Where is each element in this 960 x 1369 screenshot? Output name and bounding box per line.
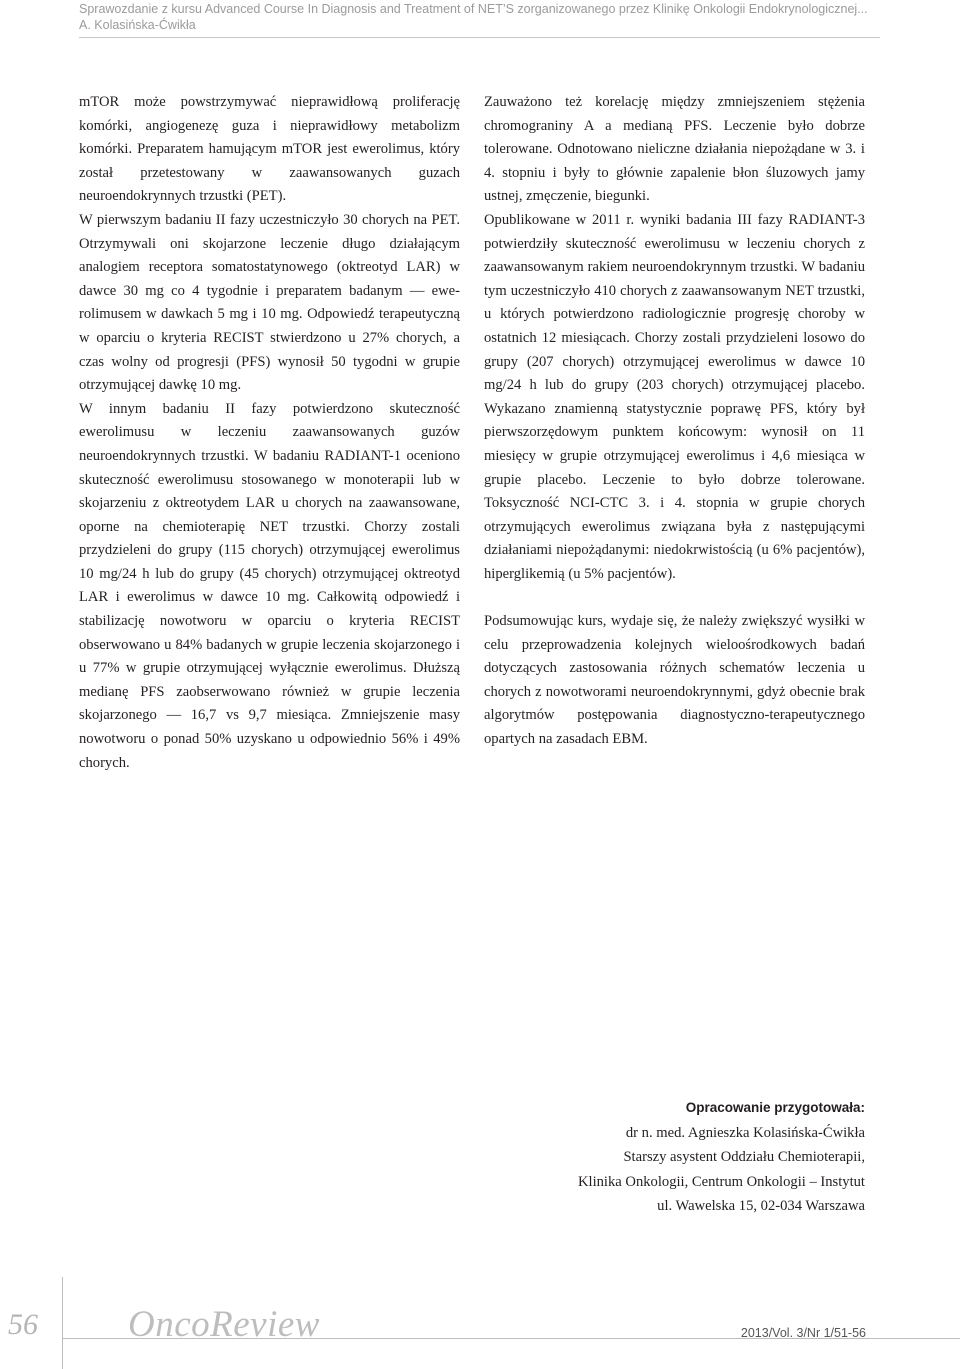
signature-position: Starszy asystent Oddziału Chemioterapii, <box>623 1149 865 1165</box>
page-number: 56 <box>8 1308 38 1341</box>
signature-name: dr n. med. Agnieszka Kolasińska-Ćwikła <box>625 1124 865 1141</box>
left-paragraph-1: mTOR może powstrzymywać nieprawidłową proliferację komórki, angiogenezę guza i nieprawidłowy metabolizm komórki. Preparatem hamującym mTOR jest ewerolimus, który został przetestowany w zaawansowanych guzach neuroendokrynnych trzustki (PET). <box>79 94 460 205</box>
right-paragraph-2: Opublikowane w 2011 r. wyniki badania III fazy RADIANT-3 potwierdziły skuteczność ewerolimusu w leczeniu chorych z zaawansowanym rakiem neuroendokrynnym trzustki. W badaniu tym uczestniczyło 410 chorych z zaawansowanym NET trzustki, u których potwierdzono radiologicznie progresję choroby w ostatnich 12 miesiącach. Chorzy zostali przydzieleni losowo do grupy (207 chorych) otrzymującej ewerolimus w dawce 10 mg/24 h lub do grupy (203 chorych) otrzymującej placebo. Wykazano znamienną statystycznie poprawę PFS, który był pierwszorzędowym punktem końcowym: wynosił on 11 miesięcy w grupie otrzymującej ewerolimus i 4,6 miesiąca w grupie placebo. Leczenie to było dobrze tolerowane. Toksyczność NCI-CTC 3. i 4. stopnia w grupie chorych otrzymujących ewerolimus związana była z następującymi działaniami niepożądanymi: niedokrwistością (u 6% pacjentów), hiperglikemią (u 5% pacjentów). <box>484 211 865 582</box>
footer-vertical-divider <box>62 1277 63 1369</box>
header-divider <box>79 37 880 38</box>
signature-address: ul. Wawelska 15, 02-034 Warszawa <box>657 1198 865 1214</box>
left-paragraph-3: W innym badaniu II fazy potwierdzono skuteczność ewerolimusu w leczeniu zaawansowanych guzów neuroendokrynnych trzustki. W badaniu RADIANT-1 oceniono skuteczność ewerolimusu stosowanego w monoterapii lub w skojarzeniu z oktreotydem LAR u chorych na zaawansowane, oporne na chemioterapię NET trzustki. Chorzy zostali przydzieleni do grupy (115 chorych) otrzymującej ewerolimus 10 mg/24 h lub do grupy (45 chorych) otrzymującej oktreotyd LAR i ewerolimus w dawce 10 mg. Całkowitą odpowiedź i stabilizację nowotworu w oparciu o kryteria RECIST obserwowano u 84% badanych w grupie leczenia skojarzonego i u 77% w grupie otrzymującej wyłącznie ewerolimus. Dłuższą medianę PFS zaobserwowano również w grupie leczenia skojarzonego — 16,7 vs 9,7 miesiąca. Zmniejszenie masy nowotworu o ponad 50% uzyskano u odpowiednio 56% i 49% chorych. <box>79 400 460 771</box>
right-column <box>484 91 865 752</box>
right-paragraph-3: Podsumowując kurs, wydaje się, że należy zwiększyć wysiłki w celu przeprowadzenia kolejnych wieloośrodkowych badań dotyczących zastosowania różnych schematów leczenia u chorych z nowotworami neuroendokrynnymi, gdyż obecnie brak algorytmów postępowania diagnostyczno-terapeutycznego opartych na zasadach EBM. <box>484 613 865 748</box>
header-author: A. Kolasińska-Ćwikła <box>79 17 196 32</box>
author-signature <box>540 1096 865 1219</box>
signature-institution: Klinika Onkologii, Centrum Onkologii – Instytut <box>577 1173 865 1190</box>
right-paragraph-1: Zauważono też korelację między zmniejszeniem stężenia chromograniny A a medianą PFS. Leczenie było dobrze tolerowane. Odnotowano nieliczne działania niepożądane w 3. i 4. stopniu i były to głównie zapalenie błon śluzowych jamy ustnej, zmęczenie, biegunki. <box>484 94 865 205</box>
header-title: Sprawozdanie z kursu Advanced Course In Diagnosis and Treatment of NET’S zorganizowanego przez Klinikę Onkologii Endokrynologicznej... <box>79 2 868 16</box>
running-header <box>79 2 879 33</box>
signature-title: Opracowanie przygotowała: <box>685 1100 865 1115</box>
journal-logo: OncoReview <box>128 1304 320 1345</box>
issue-info: 2013/Vol. 3/Nr 1/51-56 <box>740 1326 866 1340</box>
left-column <box>79 91 460 775</box>
left-paragraph-2: W pierwszym badaniu II fazy uczestniczyło 30 chorych na PET. Otrzymywali oni skojarzone leczenie długo działającym analogiem receptora somatostatynowego (oktreotyd LAR) w dawce 30 mg co 4 tygodnie i preparatem badanym — ewe-rolimusem w dawkach 5 mg i 10 mg. Odpowiedź terapeutyczną w oparciu o kryteria RECIST stwierdzono u 27% chorych, a czas wolny od progresji (PFS) wynosił 50 tygodni w grupie otrzymującej dawkę 10 mg. <box>79 211 460 394</box>
